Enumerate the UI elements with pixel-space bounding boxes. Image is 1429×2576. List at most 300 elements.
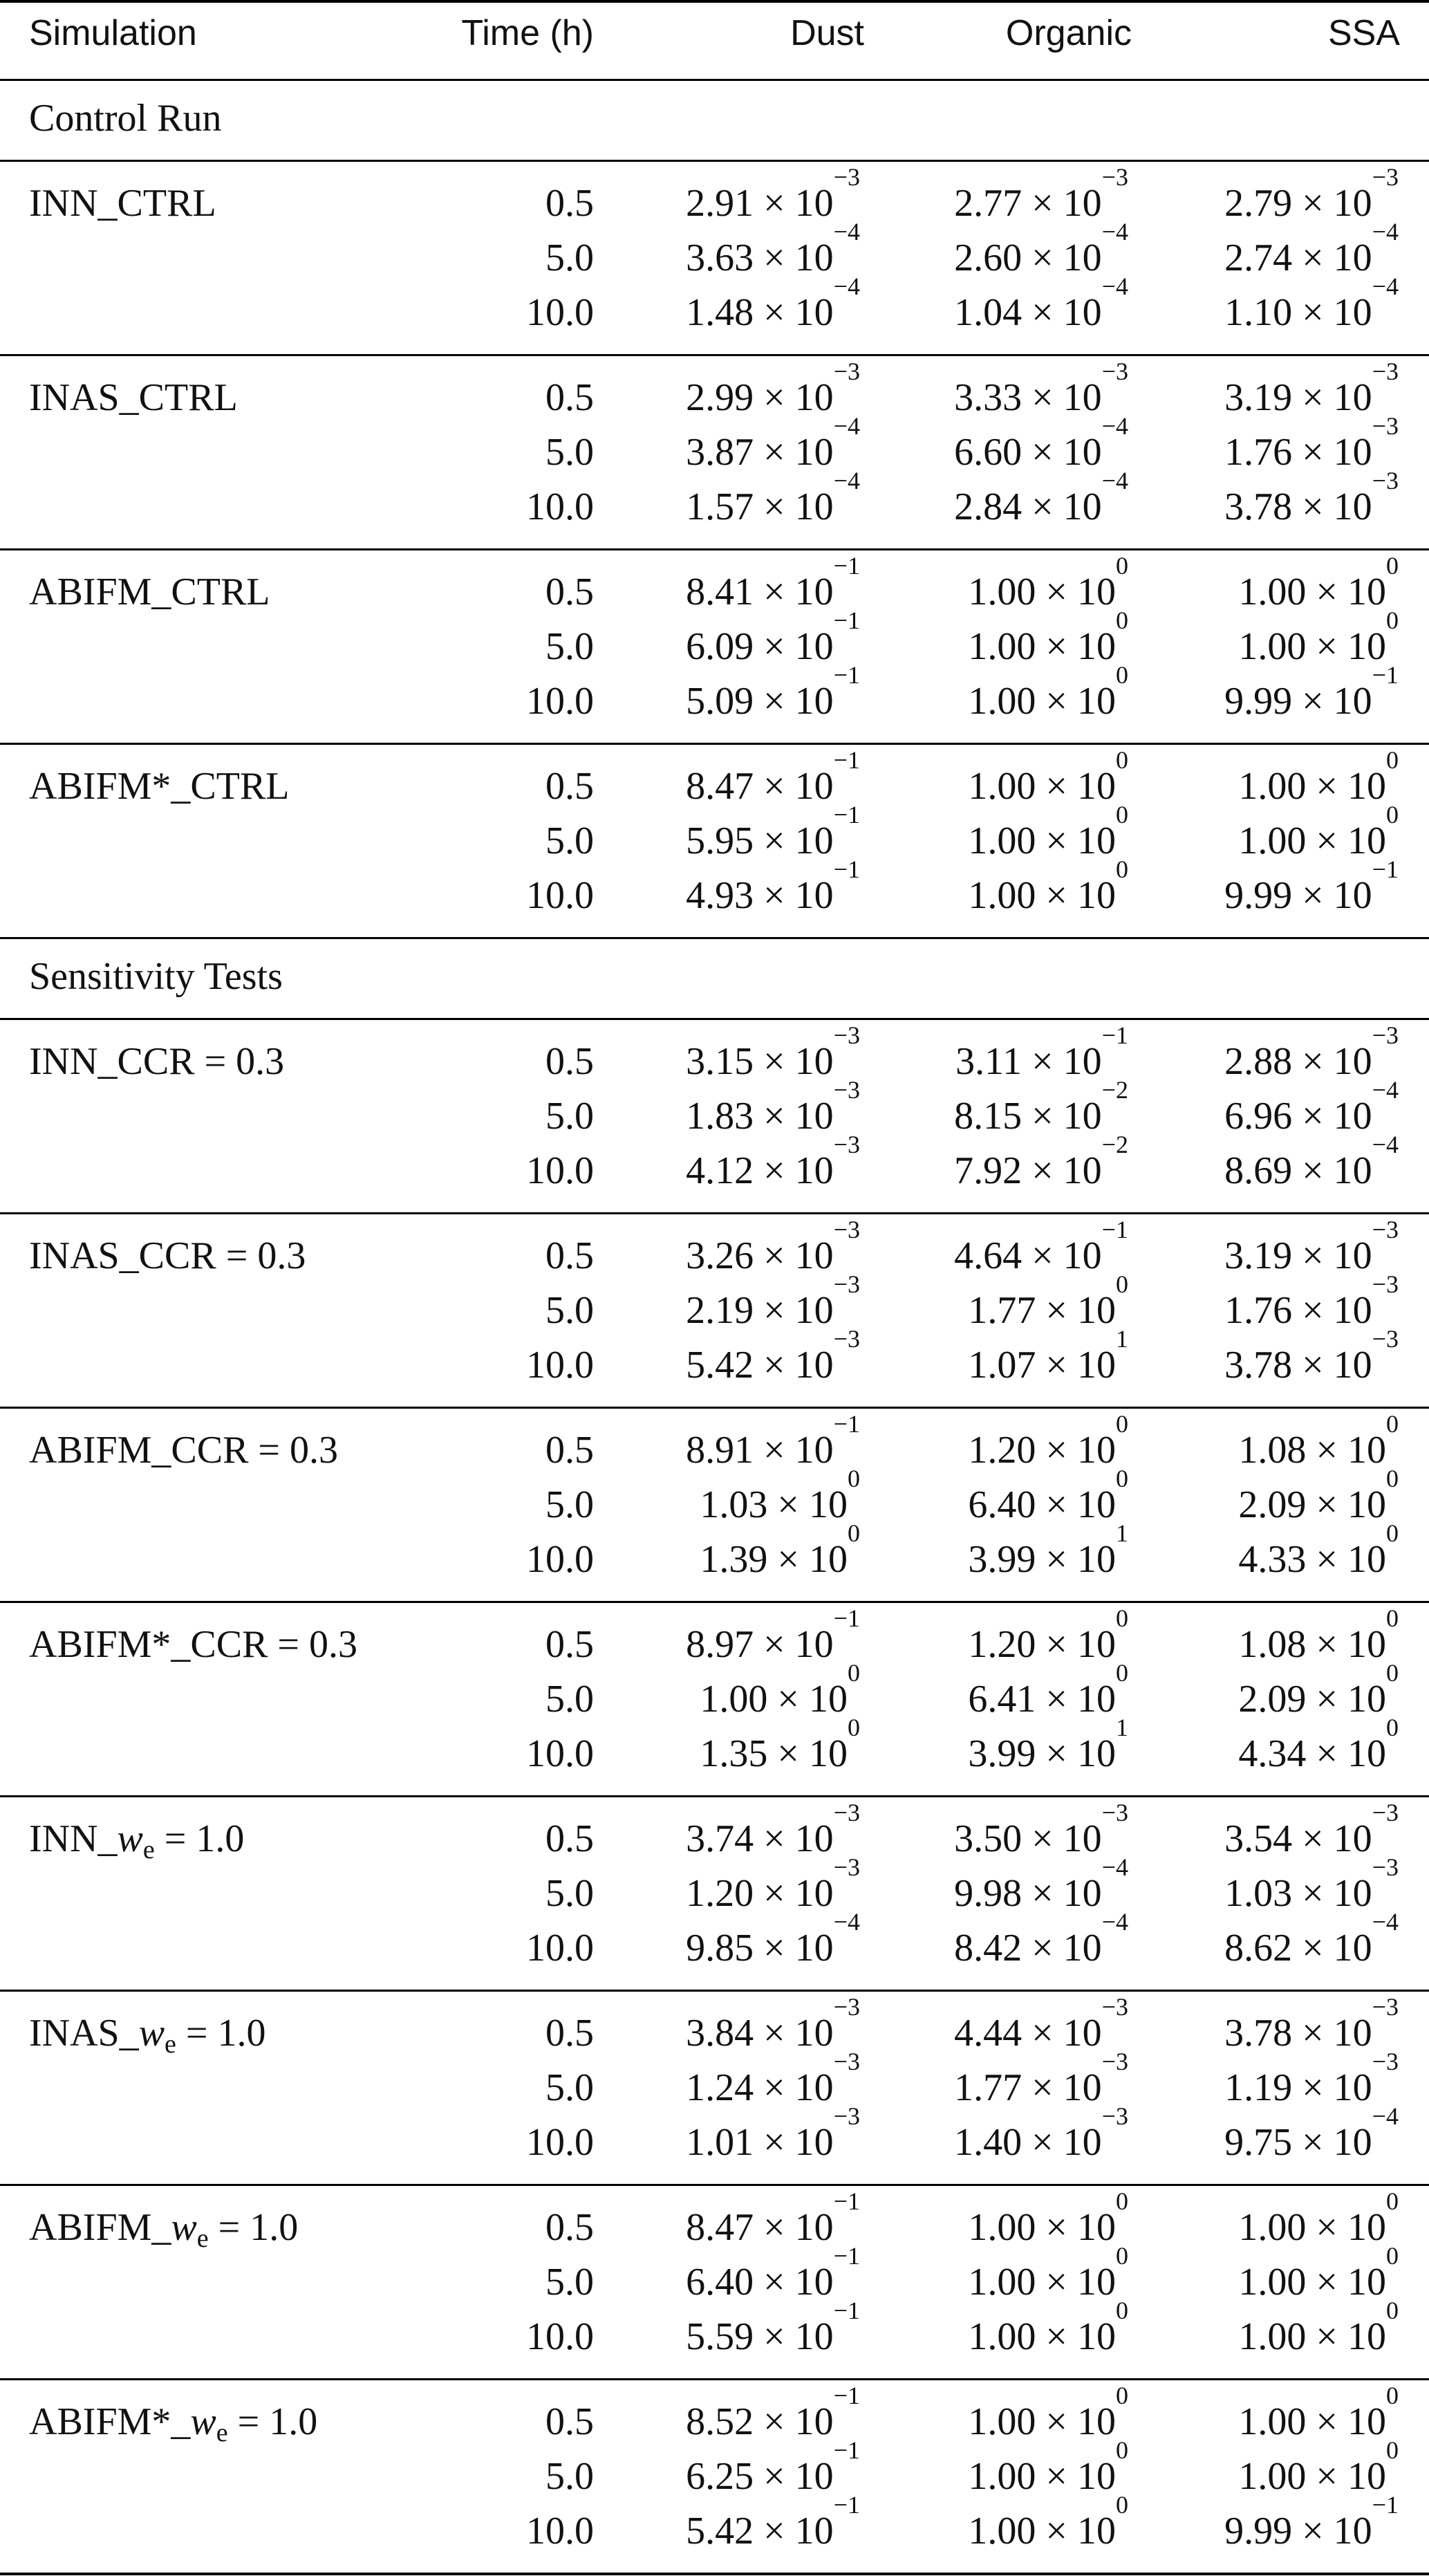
organic-cell <box>968 606 1128 669</box>
exponent: −3 <box>1101 163 1128 191</box>
mantissa: 2.84 <box>954 485 1022 528</box>
times-sign: × 10 <box>1036 874 1116 917</box>
name-var: w <box>190 2400 216 2443</box>
organic-cell <box>968 1659 1128 1721</box>
header-simulation: Simulation <box>29 13 197 53</box>
times-sign: × 10 <box>754 182 834 225</box>
organic-cell <box>968 855 1128 918</box>
exponent: −1 <box>833 1604 860 1632</box>
mantissa: 1.00 <box>968 874 1036 917</box>
mantissa: 2.74 <box>1224 237 1293 279</box>
group-rule <box>0 1795 1429 1797</box>
times-sign: × 10 <box>1292 1289 1372 1332</box>
times-sign: × 10 <box>1306 2400 1386 2443</box>
dust-cell <box>686 2102 860 2165</box>
times-sign: × 10 <box>1292 485 1372 528</box>
times-sign: × 10 <box>754 2315 834 2358</box>
time-cell: 5.0 <box>545 1289 594 1332</box>
exponent: −2 <box>1101 1131 1128 1158</box>
times-sign: × 10 <box>754 2455 834 2498</box>
exponent: −3 <box>833 1021 860 1049</box>
dust-cell <box>686 661 860 723</box>
times-sign: × 10 <box>754 571 834 613</box>
mantissa: 1.00 <box>1238 2455 1307 2498</box>
mantissa: 3.78 <box>1224 1344 1293 1387</box>
exponent: −3 <box>1372 1993 1399 2021</box>
mantissa: 1.00 <box>1238 571 1307 613</box>
mantissa: 4.12 <box>686 1149 754 1192</box>
exponent: −3 <box>1372 412 1399 440</box>
exponent: −3 <box>833 1325 860 1353</box>
exponent: 0 <box>848 1714 860 1741</box>
exponent: −1 <box>833 2297 860 2324</box>
dust-cell <box>700 1519 860 1582</box>
times-sign: × 10 <box>1306 1732 1386 1775</box>
time-cell: 0.5 <box>545 376 594 419</box>
mantissa: 1.07 <box>968 1344 1036 1387</box>
exponent: 1 <box>1116 1519 1128 1547</box>
simulation-name: ABIFM*_CCR = 0.3 <box>29 1623 358 1666</box>
mantissa: 1.76 <box>1224 1289 1293 1332</box>
exponent: 0 <box>1116 1270 1128 1298</box>
exponent: −3 <box>1101 1993 1128 2021</box>
exponent: 0 <box>1116 855 1128 883</box>
times-sign: × 10 <box>767 1483 848 1526</box>
time-cell: 10.0 <box>526 1149 594 1192</box>
exponent: 0 <box>1386 746 1399 774</box>
times-sign: × 10 <box>1036 2510 1116 2552</box>
mantissa: 8.97 <box>686 1623 754 1666</box>
name-subscript: e <box>142 1835 155 1864</box>
times-sign: × 10 <box>754 2400 834 2443</box>
times-sign: × 10 <box>1022 2012 1102 2055</box>
times-sign: × 10 <box>754 1234 834 1277</box>
exponent: 0 <box>848 1519 860 1547</box>
exponent: 0 <box>1386 552 1399 580</box>
times-sign: × 10 <box>1292 2012 1372 2055</box>
exponent: −3 <box>1101 2102 1128 2130</box>
exponent: −4 <box>1101 1908 1128 1936</box>
mantissa: 9.99 <box>1224 874 1293 917</box>
dust-cell <box>686 467 860 529</box>
times-sign: × 10 <box>754 2206 834 2249</box>
mantissa: 1.00 <box>1238 2400 1307 2443</box>
exponent: −1 <box>833 2436 860 2464</box>
times-sign: × 10 <box>1022 1817 1102 1860</box>
time-cell: 10.0 <box>526 2121 594 2164</box>
mantissa: 1.24 <box>686 2066 754 2109</box>
times-sign: × 10 <box>1306 2455 1386 2498</box>
times-sign: × 10 <box>1036 1429 1116 1472</box>
mantissa: 2.09 <box>1238 1678 1307 1721</box>
mantissa: 8.52 <box>686 2400 754 2443</box>
times-sign: × 10 <box>754 2261 834 2304</box>
exponent: 0 <box>1386 2382 1399 2409</box>
exponent: 1 <box>1116 1714 1128 1741</box>
mantissa: 3.54 <box>1224 1817 1293 1860</box>
times-sign: × 10 <box>1292 1927 1372 1970</box>
organic-cell <box>968 2491 1128 2553</box>
organic-cell <box>954 272 1128 335</box>
times-sign: × 10 <box>754 1927 834 1970</box>
mantissa: 6.40 <box>686 2261 754 2304</box>
exponent: −3 <box>1101 1799 1128 1826</box>
mantissa: 6.40 <box>968 1483 1036 1526</box>
mantissa: 1.00 <box>968 680 1036 723</box>
mantissa: 1.00 <box>968 2261 1036 2304</box>
time-cell: 0.5 <box>545 2400 594 2443</box>
exponent: −4 <box>833 272 860 300</box>
simulation-name: INN_CCR = 0.3 <box>29 1040 285 1083</box>
mantissa: 1.01 <box>686 2121 754 2164</box>
times-sign: × 10 <box>1036 1538 1116 1581</box>
exponent: −1 <box>833 801 860 828</box>
time-cell: 0.5 <box>545 571 594 613</box>
mantissa: 9.98 <box>954 1872 1022 1915</box>
mantissa: 1.19 <box>1224 2066 1293 2109</box>
times-sign: × 10 <box>754 1149 834 1192</box>
organic-cell <box>968 2436 1128 2499</box>
mantissa: 4.44 <box>954 2012 1022 2055</box>
organic-cell <box>968 2187 1128 2250</box>
mantissa: 2.19 <box>686 1289 754 1332</box>
exponent: 0 <box>1386 1465 1399 1492</box>
exponent: 0 <box>1116 801 1128 828</box>
times-sign: × 10 <box>754 1817 834 1860</box>
organic-cell <box>968 1465 1128 1527</box>
times-sign: × 10 <box>1292 1234 1372 1277</box>
dust-cell <box>700 1659 860 1721</box>
mantissa: 9.99 <box>1224 680 1293 723</box>
times-sign: × 10 <box>1306 571 1386 613</box>
times-sign: × 10 <box>754 1623 834 1666</box>
exponent: −1 <box>833 855 860 883</box>
exponent: −4 <box>1372 1076 1399 1104</box>
times-sign: × 10 <box>1022 237 1102 279</box>
organic-cell <box>968 661 1128 723</box>
mantissa: 1.00 <box>968 2206 1036 2249</box>
ssa-cell <box>1224 1325 1399 1387</box>
name-suffix: = 1.0 <box>227 2400 318 2443</box>
time-cell: 0.5 <box>545 1234 594 1277</box>
mantissa: 5.09 <box>686 680 754 723</box>
organic-cell <box>968 1519 1128 1582</box>
mantissa: 5.42 <box>686 2510 754 2552</box>
section-title: Control Run <box>29 97 222 140</box>
header-rule <box>0 79 1429 81</box>
times-sign: × 10 <box>1292 2510 1372 2552</box>
times-sign: × 10 <box>1306 765 1386 808</box>
exponent: −1 <box>833 2491 860 2519</box>
exponent: 0 <box>848 1465 860 1492</box>
ssa-cell <box>1238 2297 1399 2359</box>
group-rule <box>0 1407 1429 1409</box>
exponent: 0 <box>1116 661 1128 689</box>
times-sign: × 10 <box>1292 1149 1372 1192</box>
exponent: −1 <box>833 1410 860 1438</box>
exponent: −3 <box>833 1853 860 1881</box>
organic-cell <box>954 467 1128 529</box>
exponent: −3 <box>833 1270 860 1298</box>
times-sign: × 10 <box>1306 2315 1386 2358</box>
section-rule <box>0 1018 1429 1020</box>
times-sign: × 10 <box>1306 1678 1386 1721</box>
exponent: −1 <box>1101 1216 1128 1243</box>
ssa-cell <box>1224 2102 1399 2165</box>
organic-cell <box>954 1908 1128 1970</box>
exponent: −1 <box>833 2242 860 2270</box>
mantissa: 3.87 <box>686 431 754 474</box>
exponent: −4 <box>1372 2102 1399 2130</box>
mantissa: 1.00 <box>968 765 1036 808</box>
time-cell: 5.0 <box>545 2066 594 2109</box>
mantissa: 1.57 <box>686 485 754 528</box>
exponent: 0 <box>1386 2436 1399 2464</box>
mantissa: 2.88 <box>1224 1040 1293 1083</box>
mantissa: 2.99 <box>686 376 754 419</box>
times-sign: × 10 <box>1292 182 1372 225</box>
times-sign: × 10 <box>1292 2121 1372 2164</box>
group-rule <box>0 937 1429 939</box>
mantissa: 4.93 <box>686 874 754 917</box>
exponent: −1 <box>833 746 860 774</box>
simulation-name: INN_CTRL <box>29 182 216 225</box>
exponent: −3 <box>1372 358 1399 385</box>
mantissa: 8.15 <box>954 1095 1022 1138</box>
dust-cell <box>686 1604 860 1667</box>
mantissa: 1.00 <box>1238 625 1307 668</box>
group-rule <box>0 2184 1429 2186</box>
exponent: 0 <box>1116 2187 1128 2215</box>
name-prefix: ABIFM_ <box>29 2206 171 2249</box>
organic-cell <box>968 1714 1128 1776</box>
times-sign: × 10 <box>1306 625 1386 668</box>
header-ssa: SSA <box>1327 13 1400 53</box>
exponent: −3 <box>833 2048 860 2075</box>
time-cell: 10.0 <box>526 1927 594 1970</box>
exponent: −1 <box>1101 1021 1128 1049</box>
mantissa: 1.00 <box>1238 819 1307 862</box>
organic-cell <box>968 746 1128 808</box>
exponent: 0 <box>1116 1410 1128 1438</box>
mantissa: 1.77 <box>968 1289 1036 1332</box>
times-sign: × 10 <box>1306 1538 1386 1581</box>
times-sign: × 10 <box>1022 291 1102 334</box>
times-sign: × 10 <box>1036 680 1116 723</box>
mantissa: 3.26 <box>686 1234 754 1277</box>
dust-cell <box>686 1325 860 1387</box>
exponent: 0 <box>1116 2436 1128 2464</box>
exponent: −3 <box>1372 1325 1399 1353</box>
times-sign: × 10 <box>1022 1040 1102 1083</box>
times-sign: × 10 <box>1022 182 1102 225</box>
dust-cell <box>686 1908 860 1970</box>
times-sign: × 10 <box>754 1095 834 1138</box>
mantissa: 3.78 <box>1224 485 1293 528</box>
mantissa: 1.00 <box>700 1678 768 1721</box>
time-cell: 0.5 <box>545 2012 594 2055</box>
time-cell: 0.5 <box>545 1623 594 1666</box>
mantissa: 2.09 <box>1238 1483 1307 1526</box>
exponent: −3 <box>833 1216 860 1243</box>
exponent: −1 <box>833 2382 860 2409</box>
times-sign: × 10 <box>754 237 834 279</box>
times-sign: × 10 <box>1036 819 1116 862</box>
exponent: 0 <box>1116 2491 1128 2519</box>
simulation-name: ABIFM*_CTRL <box>29 765 290 808</box>
time-cell: 5.0 <box>545 1483 594 1526</box>
organic-cell <box>968 2382 1128 2444</box>
exponent: −4 <box>1101 218 1128 245</box>
time-cell: 0.5 <box>545 182 594 225</box>
mantissa: 8.62 <box>1224 1927 1293 1970</box>
exponent: −1 <box>833 552 860 580</box>
time-cell: 10.0 <box>526 1732 594 1775</box>
exponent: −3 <box>1372 1021 1399 1049</box>
times-sign: × 10 <box>767 1538 848 1581</box>
times-sign: × 10 <box>1036 2455 1116 2498</box>
mantissa: 6.25 <box>686 2455 754 2498</box>
mantissa: 3.50 <box>954 1817 1022 1860</box>
times-sign: × 10 <box>1306 819 1386 862</box>
organic-cell <box>954 2102 1128 2165</box>
organic-cell <box>968 1410 1128 1472</box>
times-sign: × 10 <box>1036 2261 1116 2304</box>
mantissa: 8.47 <box>686 2206 754 2249</box>
times-sign: × 10 <box>754 680 834 723</box>
dust-cell <box>686 1131 860 1193</box>
organic-cell <box>954 1131 1128 1193</box>
times-sign: × 10 <box>1292 2066 1372 2109</box>
ssa-cell <box>1238 1714 1399 1776</box>
mantissa: 1.77 <box>954 2066 1022 2109</box>
exponent: 0 <box>1116 2242 1128 2270</box>
times-sign: × 10 <box>1022 1095 1102 1138</box>
exponent: −4 <box>1372 218 1399 245</box>
exponent: −4 <box>1101 1853 1128 1881</box>
name-suffix: = 1.0 <box>208 2206 299 2249</box>
times-sign: × 10 <box>754 1429 834 1472</box>
times-sign: × 10 <box>767 1678 848 1721</box>
header-time: Time (h) <box>461 13 594 53</box>
table-top-rule <box>0 0 1429 3</box>
times-sign: × 10 <box>1022 1872 1102 1915</box>
mantissa: 8.47 <box>686 765 754 808</box>
time-cell: 10.0 <box>526 2315 594 2358</box>
mantissa: 9.75 <box>1224 2121 1293 2164</box>
exponent: −3 <box>833 1993 860 2021</box>
ssa-cell <box>1238 746 1399 808</box>
mantissa: 3.99 <box>968 1732 1036 1775</box>
time-cell: 5.0 <box>545 1095 594 1138</box>
times-sign: × 10 <box>1036 625 1116 668</box>
times-sign: × 10 <box>1292 237 1372 279</box>
group-rule <box>0 354 1429 356</box>
times-sign: × 10 <box>1292 874 1372 917</box>
exponent: −3 <box>1372 1853 1399 1881</box>
exponent: 0 <box>1386 1604 1399 1632</box>
name-subscript: e <box>196 2224 209 2253</box>
mantissa: 1.00 <box>1238 2315 1307 2358</box>
mantissa: 1.00 <box>968 625 1036 668</box>
mantissa: 1.03 <box>700 1483 768 1526</box>
exponent: −3 <box>1372 2048 1399 2075</box>
exponent: 0 <box>1386 1410 1399 1438</box>
times-sign: × 10 <box>1022 1234 1102 1277</box>
exponent: 0 <box>1386 1659 1399 1687</box>
times-sign: × 10 <box>1022 1927 1102 1970</box>
exponent: −3 <box>833 1076 860 1104</box>
exponent: 0 <box>1386 801 1399 828</box>
times-sign: × 10 <box>1292 1872 1372 1915</box>
times-sign: × 10 <box>1036 2400 1116 2443</box>
mantissa: 3.33 <box>954 376 1022 419</box>
ssa-cell <box>1224 467 1399 529</box>
mantissa: 6.09 <box>686 625 754 668</box>
times-sign: × 10 <box>754 625 834 668</box>
mantissa: 1.39 <box>700 1538 768 1581</box>
mantissa: 1.10 <box>1224 291 1293 334</box>
exponent: −4 <box>833 218 860 245</box>
group-rule <box>0 548 1429 550</box>
times-sign: × 10 <box>1036 2206 1116 2249</box>
mantissa: 1.08 <box>1238 1429 1307 1472</box>
dust-cell <box>686 855 860 918</box>
name-var: w <box>138 2012 165 2055</box>
mantissa: 1.76 <box>1224 431 1293 474</box>
times-sign: × 10 <box>1292 431 1372 474</box>
time-cell: 0.5 <box>545 765 594 808</box>
exponent: 0 <box>1116 606 1128 634</box>
time-cell: 0.5 <box>545 1040 594 1083</box>
group-rule <box>0 1990 1429 1992</box>
time-cell: 10.0 <box>526 2510 594 2552</box>
simulation-name: ABIFM_CTRL <box>29 571 270 613</box>
mantissa: 1.00 <box>968 2510 1036 2552</box>
mantissa: 2.91 <box>686 182 754 225</box>
organic-cell <box>968 2242 1128 2304</box>
ssa-cell <box>1238 1604 1399 1667</box>
times-sign: × 10 <box>1036 1483 1116 1526</box>
organic-cell <box>968 801 1128 863</box>
times-sign: × 10 <box>1036 1623 1116 1666</box>
exponent: −4 <box>1372 1908 1399 1936</box>
organic-cell <box>968 2297 1128 2359</box>
times-sign: × 10 <box>754 2121 834 2164</box>
time-cell: 5.0 <box>545 1872 594 1915</box>
exponent: −4 <box>1372 272 1399 300</box>
time-cell: 10.0 <box>526 485 594 528</box>
exponent: 0 <box>1116 552 1128 580</box>
exponent: −4 <box>833 1908 860 1936</box>
times-sign: × 10 <box>1306 1623 1386 1666</box>
ssa-cell <box>1238 1519 1399 1582</box>
mantissa: 2.79 <box>1224 182 1293 225</box>
time-cell: 5.0 <box>545 431 594 474</box>
simulation-name <box>29 1817 245 1864</box>
times-sign: × 10 <box>754 376 834 419</box>
exponent: −1 <box>833 661 860 689</box>
group-rule <box>0 1212 1429 1214</box>
times-sign: × 10 <box>1036 1732 1116 1775</box>
mantissa: 4.34 <box>1238 1732 1307 1775</box>
ssa-cell <box>1238 2242 1399 2304</box>
times-sign: × 10 <box>1022 2121 1102 2164</box>
time-cell: 5.0 <box>545 2261 594 2304</box>
time-cell: 10.0 <box>526 680 594 723</box>
mantissa: 4.33 <box>1238 1538 1307 1581</box>
mantissa: 1.00 <box>968 2400 1036 2443</box>
